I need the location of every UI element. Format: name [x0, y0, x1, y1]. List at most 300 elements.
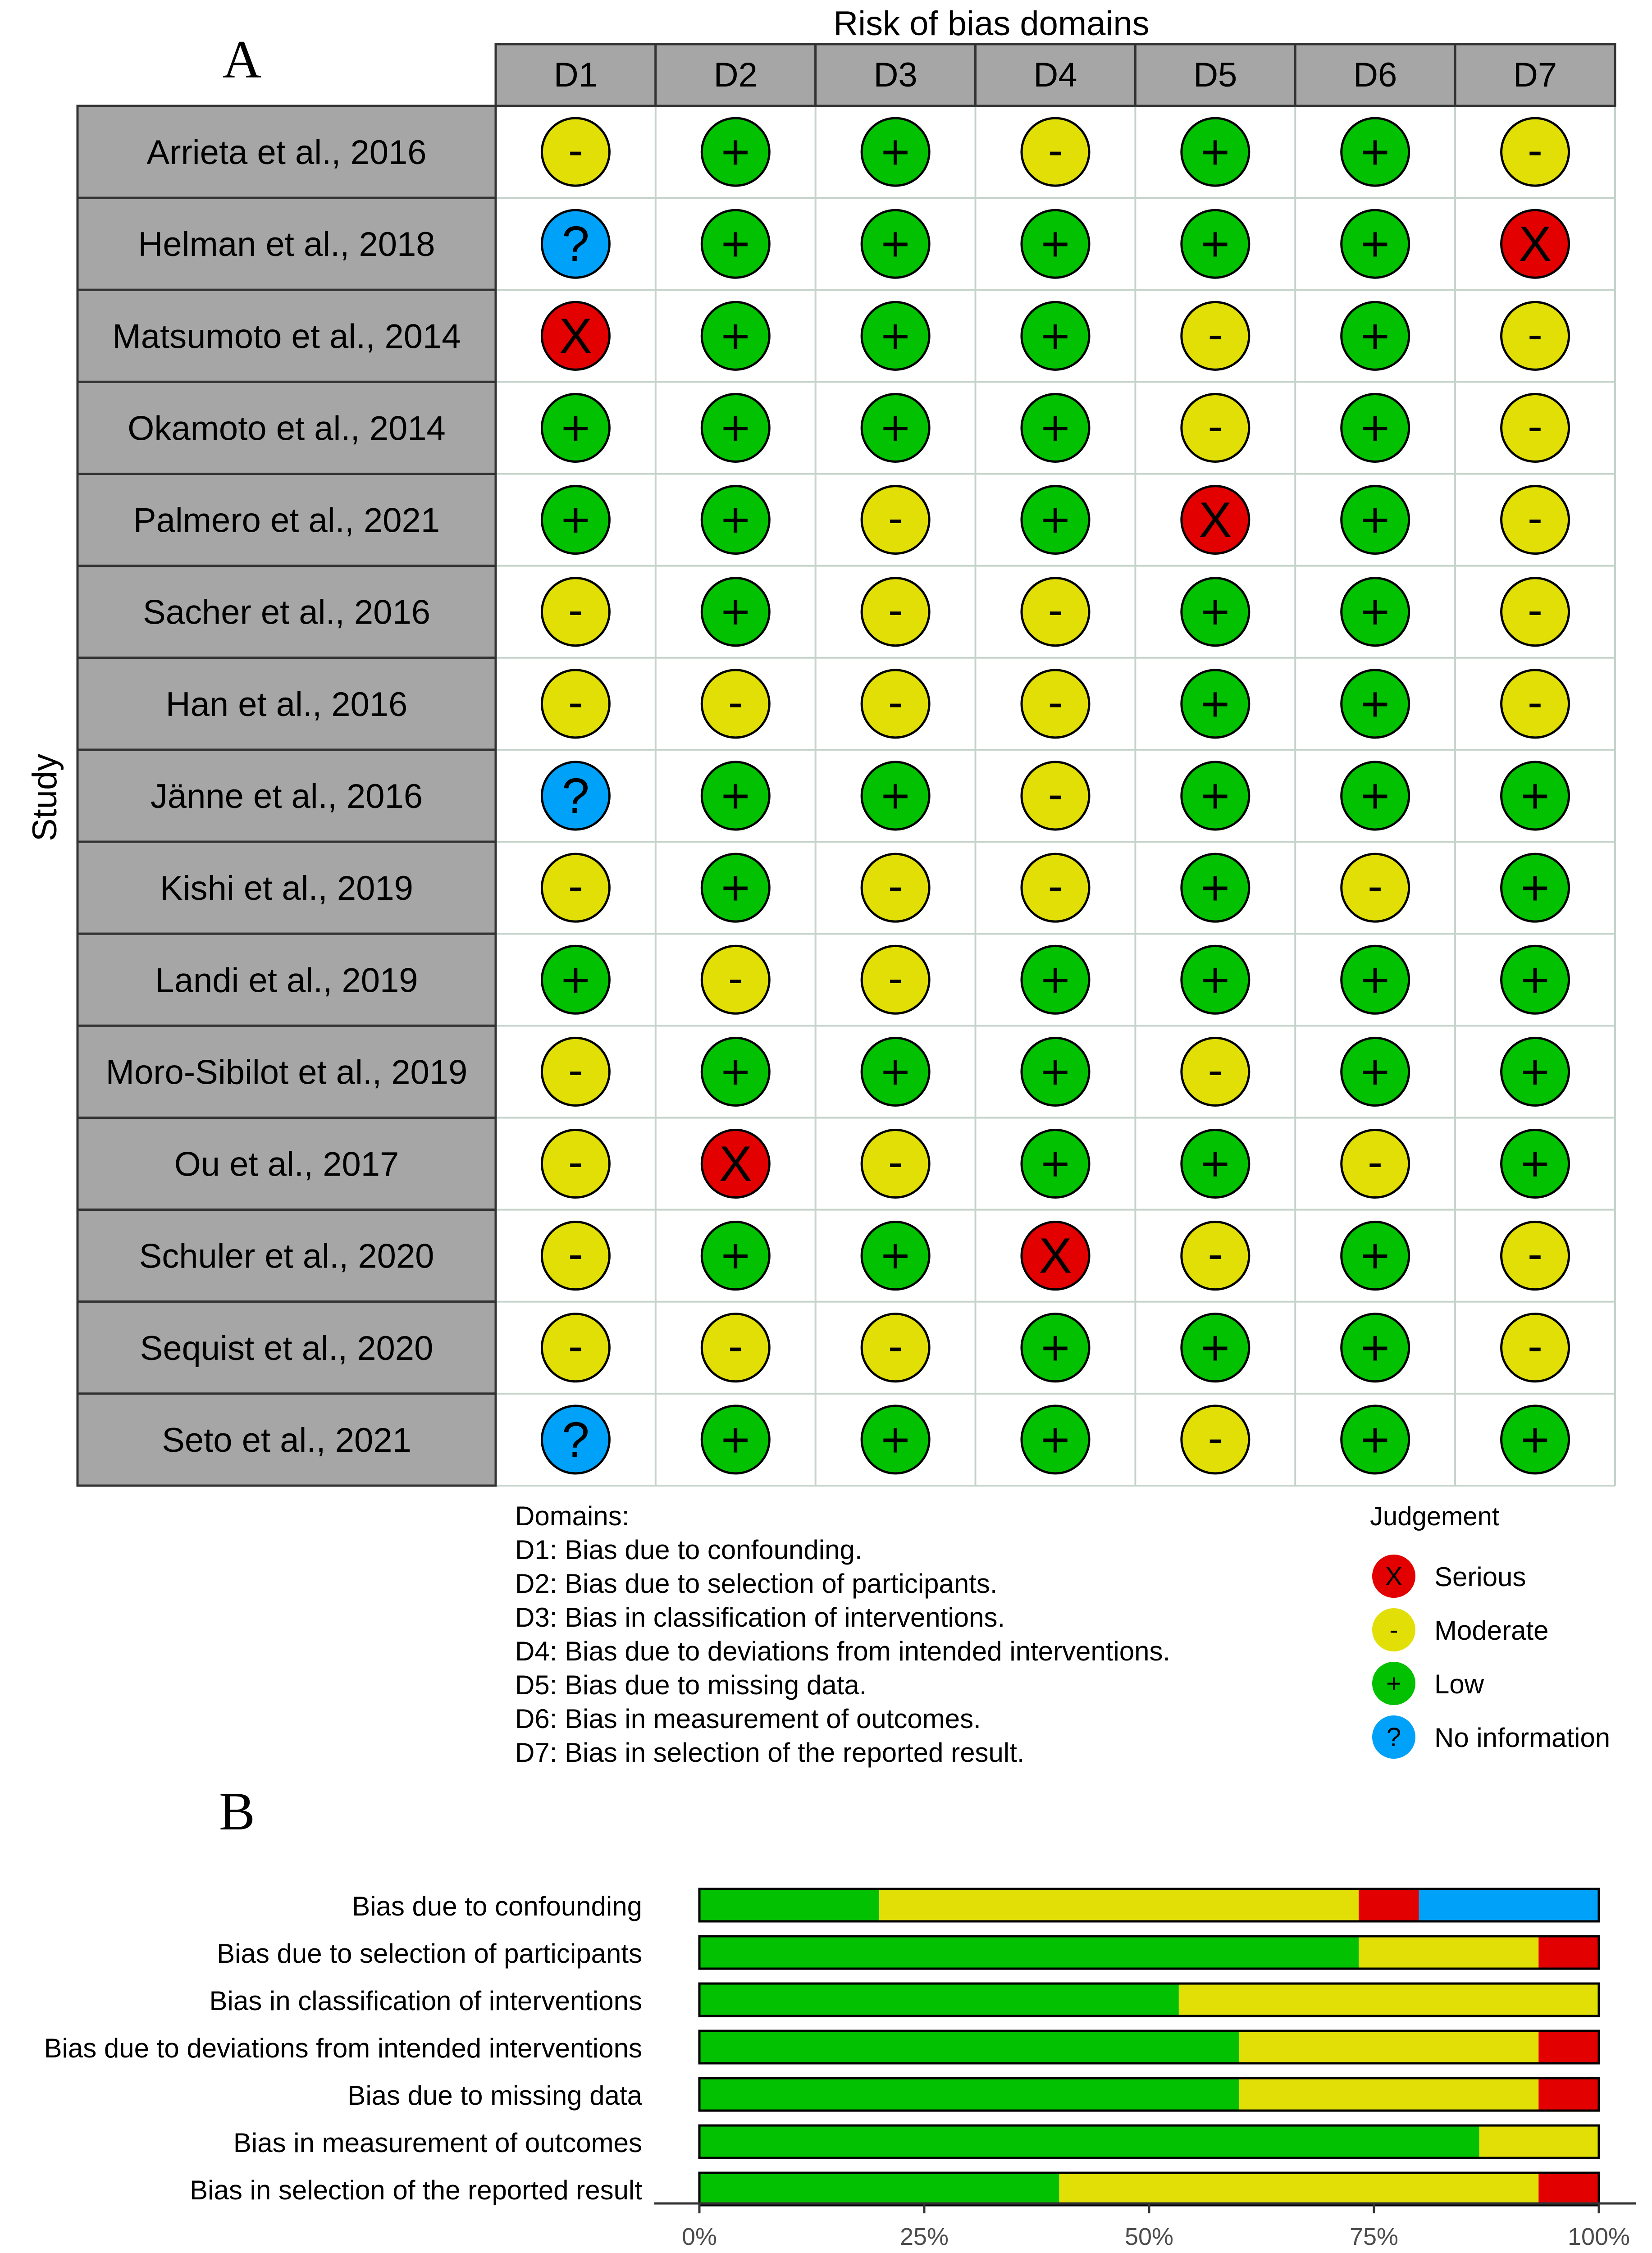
- judgement-moro-sibilot-et-al-2019-d5-moderate: [1182, 1038, 1249, 1105]
- judgement-schuler-et-al-2020-d1-moderate: [542, 1222, 609, 1290]
- judgement-symbol: -: [568, 1044, 584, 1095]
- x-tick-label: 0%: [681, 2223, 717, 2250]
- domain-header-d7: [1455, 44, 1615, 106]
- summary-row-label: Bias due to selection of participants: [217, 1938, 642, 1969]
- study-label-arrieta-et-al-2016: [78, 106, 496, 198]
- judgement-legend-symbol: -: [1389, 1615, 1398, 1645]
- judgement-moro-sibilot-et-al-2019-d3-low: [862, 1038, 929, 1105]
- judgement-symbol: +: [881, 400, 910, 456]
- judgement-seto-et-al-2021-d1-noinfo: [542, 1406, 609, 1473]
- study-labels: [78, 106, 496, 1486]
- judgement-symbol: +: [881, 1228, 910, 1284]
- judgement-symbol: +: [1200, 216, 1230, 272]
- judgement-symbol: +: [1200, 1136, 1230, 1192]
- study-label-moro-sibilot-et-al-2019: [78, 1026, 496, 1117]
- judgement-symbol: +: [721, 860, 750, 916]
- bar-segment-low-risk: [699, 2173, 1059, 2205]
- judgement-symbol: +: [1200, 1320, 1230, 1376]
- judgement-han-et-al-2016-d2-moderate: [702, 670, 769, 738]
- judgement-symbol: -: [1527, 1320, 1543, 1371]
- domain-description-3: D3: Bias in classification of interventions.: [515, 1602, 1005, 1633]
- bar-segment-serious-risk: [1538, 1936, 1599, 1969]
- judgement-symbol: -: [1527, 493, 1543, 543]
- judgement-symbol: +: [881, 1412, 910, 1468]
- judgement-legend-symbol: X: [1385, 1562, 1403, 1591]
- study-label-helman-et-al-2018: [78, 198, 496, 290]
- judgement-sacher-et-al-2016-d6-low: [1342, 578, 1409, 646]
- domains-heading: Domains:: [515, 1501, 630, 1531]
- judgement-j-nne-et-al-2016-d4-moderate: [1022, 762, 1089, 830]
- judgement-kishi-et-al-2019-d7-low: [1501, 854, 1569, 921]
- judgement-symbol: +: [1200, 860, 1230, 916]
- judgement-han-et-al-2016-d1-moderate: [542, 670, 609, 738]
- judgement-symbol: +: [721, 400, 750, 456]
- judgement-schuler-et-al-2020-d4-serious: [1022, 1222, 1089, 1290]
- domain-header-d5: [1135, 44, 1295, 106]
- judgement-matsumoto-et-al-2014-d1-serious: [542, 302, 609, 369]
- summary-row-bias-in-classification-of-interventions: [210, 1984, 1599, 2016]
- judgement-sacher-et-al-2016-d7-moderate: [1501, 578, 1569, 646]
- judgement-sacher-et-al-2016-d3-moderate: [862, 578, 929, 646]
- study-label-palmero-et-al-2021: [78, 474, 496, 566]
- judgement-ou-et-al-2017-d5-low: [1182, 1130, 1249, 1198]
- judgement-symbol: +: [721, 768, 750, 824]
- judgement-arrieta-et-al-2016-d7-moderate: [1501, 118, 1569, 186]
- domain-description-7: D7: Bias in selection of the reported result.: [515, 1738, 1025, 1768]
- judgement-symbol: -: [1527, 1228, 1543, 1279]
- judgement-symbol: X: [1199, 492, 1232, 548]
- judgement-symbol: ?: [561, 216, 590, 272]
- judgement-sequist-et-al-2020-d2-moderate: [702, 1314, 769, 1382]
- judgement-matsumoto-et-al-2014-d3-low: [862, 302, 929, 369]
- judgement-helman-et-al-2018-d5-low: [1182, 210, 1249, 278]
- judgement-symbol: +: [1360, 1044, 1390, 1100]
- judgement-symbol: +: [1040, 1320, 1070, 1376]
- summary-row-bias-due-to-confounding: [352, 1889, 1599, 1921]
- judgement-arrieta-et-al-2016-d2-low: [702, 118, 769, 186]
- judgement-symbol: -: [1048, 769, 1063, 819]
- study-label-text: Helman et al., 2018: [138, 225, 435, 264]
- judgement-symbol: -: [568, 125, 584, 176]
- judgement-symbol: -: [568, 584, 584, 635]
- judgement-palmero-et-al-2021-d5-serious: [1182, 486, 1249, 554]
- domain-header-label: D7: [1513, 56, 1557, 94]
- judgement-symbol: +: [721, 216, 750, 272]
- judgement-symbol: -: [1208, 1228, 1223, 1279]
- domain-header-label: D5: [1193, 56, 1237, 94]
- judgement-schuler-et-al-2020-d5-moderate: [1182, 1222, 1249, 1290]
- study-label-text: Jänne et al., 2016: [150, 777, 423, 816]
- judgement-symbol: +: [721, 1044, 750, 1100]
- judgement-symbol: -: [568, 861, 584, 912]
- judgement-symbol: +: [881, 1044, 910, 1100]
- judgement-symbol: -: [888, 953, 903, 1003]
- judgement-symbol: +: [1040, 952, 1070, 1008]
- judgement-symbol: +: [1520, 860, 1550, 916]
- domain-description-6: D6: Bias in measurement of outcomes.: [515, 1704, 981, 1734]
- bar-segment-moderate-risk: [1479, 2125, 1599, 2158]
- bar-segment-low-risk: [699, 2031, 1239, 2063]
- summary-row-bias-in-selection-of-the-reported-result: [190, 2173, 1599, 2205]
- judgement-symbol: +: [721, 492, 750, 548]
- judgement-legend-label: No information: [1434, 1723, 1611, 1753]
- judgement-seto-et-al-2021-d5-moderate: [1182, 1406, 1249, 1473]
- judgement-sacher-et-al-2016-d4-moderate: [1022, 578, 1089, 646]
- judgement-sequist-et-al-2020-d4-low: [1022, 1314, 1089, 1382]
- x-tick-label: 50%: [1124, 2223, 1174, 2250]
- judgement-symbol: +: [1360, 124, 1390, 180]
- judgement-helman-et-al-2018-d7-serious: [1501, 210, 1569, 278]
- summary-row-bias-due-to-selection-of-participants: [217, 1936, 1599, 1969]
- judgement-landi-et-al-2019-d3-moderate: [862, 946, 929, 1013]
- judgement-symbol: -: [568, 676, 584, 727]
- judgement-symbol: -: [888, 584, 903, 635]
- judgement-symbol: +: [1520, 768, 1550, 824]
- judgement-kishi-et-al-2019-d5-low: [1182, 854, 1249, 921]
- judgement-schuler-et-al-2020-d6-low: [1342, 1222, 1409, 1290]
- study-label-sequist-et-al-2020: [78, 1302, 496, 1394]
- judgement-j-nne-et-al-2016-d7-low: [1501, 762, 1569, 830]
- bar-segment-moderate-risk: [1179, 1984, 1599, 2016]
- judgement-symbol: X: [1518, 216, 1552, 272]
- judgement-symbol: +: [881, 124, 910, 180]
- judgement-symbol: +: [1200, 584, 1230, 640]
- bar-segment-serious-risk: [1538, 2078, 1599, 2111]
- judgement-symbol: -: [888, 493, 903, 543]
- judgement-palmero-et-al-2021-d7-moderate: [1501, 486, 1569, 554]
- study-label-text: Palmero et al., 2021: [133, 501, 440, 540]
- judgement-arrieta-et-al-2016-d6-low: [1342, 118, 1409, 186]
- panel-a-y-axis-label: Study: [26, 753, 64, 842]
- judgement-symbol: +: [1040, 1136, 1070, 1192]
- judgement-j-nne-et-al-2016-d5-low: [1182, 762, 1249, 830]
- judgement-moro-sibilot-et-al-2019-d2-low: [702, 1038, 769, 1105]
- judgement-landi-et-al-2019-d6-low: [1342, 946, 1409, 1013]
- summary-row-label: Bias in selection of the reported result: [190, 2175, 642, 2205]
- judgement-schuler-et-al-2020-d7-moderate: [1501, 1222, 1569, 1290]
- judgement-seto-et-al-2021-d2-low: [702, 1406, 769, 1473]
- judgement-symbol: +: [1200, 124, 1230, 180]
- judgement-landi-et-al-2019-d1-low: [542, 946, 609, 1013]
- judgement-ou-et-al-2017-d1-moderate: [542, 1130, 609, 1198]
- domain-header-d4: [976, 44, 1136, 106]
- judgement-okamoto-et-al-2014-d3-low: [862, 394, 929, 461]
- judgement-symbol: +: [1040, 1044, 1070, 1100]
- bar-segment-moderate-risk: [879, 1889, 1359, 1921]
- bar-segment-moderate-risk: [1059, 2173, 1538, 2205]
- x-tick-label: 75%: [1349, 2223, 1399, 2250]
- judgement-sacher-et-al-2016-d2-low: [702, 578, 769, 646]
- judgement-symbol: -: [1527, 125, 1543, 176]
- judgement-symbol: +: [721, 308, 750, 364]
- judgement-symbol: +: [881, 768, 910, 824]
- judgement-symbol: -: [1527, 676, 1543, 727]
- judgement-okamoto-et-al-2014-d4-low: [1022, 394, 1089, 461]
- judgement-sequist-et-al-2020-d1-moderate: [542, 1314, 609, 1382]
- judgement-sacher-et-al-2016-d5-low: [1182, 578, 1249, 646]
- judgement-symbol: -: [728, 1320, 743, 1371]
- judgement-symbol: +: [721, 584, 750, 640]
- judgement-arrieta-et-al-2016-d5-low: [1182, 118, 1249, 186]
- judgement-symbol: -: [568, 1320, 584, 1371]
- judgement-kishi-et-al-2019-d3-moderate: [862, 854, 929, 921]
- judgement-han-et-al-2016-d4-moderate: [1022, 670, 1089, 738]
- judgement-kishi-et-al-2019-d6-moderate: [1342, 854, 1409, 921]
- judgement-palmero-et-al-2021-d3-moderate: [862, 486, 929, 554]
- domain-description-5: D5: Bias due to missing data.: [515, 1670, 867, 1700]
- judgement-symbol: -: [1208, 1412, 1223, 1463]
- bar-segment-moderate-risk: [1239, 2031, 1539, 2063]
- judgement-symbol: -: [888, 1320, 903, 1371]
- judgement-ou-et-al-2017-d7-low: [1501, 1130, 1569, 1198]
- x-tick-label: 100%: [1567, 2223, 1630, 2250]
- judgement-symbol: +: [1040, 1412, 1070, 1468]
- study-label-text: Sacher et al., 2016: [143, 593, 430, 632]
- x-tick-label: 25%: [899, 2223, 949, 2250]
- judgement-landi-et-al-2019-d5-low: [1182, 946, 1249, 1013]
- judgement-symbol: +: [1360, 400, 1390, 456]
- summary-row-label: Bias in measurement of outcomes: [233, 2128, 642, 2158]
- summary-row-bias-in-measurement-of-outcomes: [233, 2125, 1599, 2158]
- judgement-symbol: X: [1039, 1228, 1072, 1284]
- judgement-symbol: +: [1360, 952, 1390, 1008]
- judgement-symbol: -: [888, 861, 903, 912]
- judgement-symbol: +: [1360, 308, 1390, 364]
- study-label-matsumoto-et-al-2014: [78, 290, 496, 382]
- judgement-symbol: -: [1208, 401, 1223, 452]
- judgement-symbol: +: [561, 492, 590, 548]
- judgement-helman-et-al-2018-d4-low: [1022, 210, 1089, 278]
- study-label-landi-et-al-2019: [78, 934, 496, 1026]
- judgement-seto-et-al-2021-d4-low: [1022, 1406, 1089, 1473]
- judgement-symbol: +: [561, 400, 590, 456]
- judgement-han-et-al-2016-d7-moderate: [1501, 670, 1569, 738]
- judgement-symbol: +: [1360, 768, 1390, 824]
- judgement-kishi-et-al-2019-d4-moderate: [1022, 854, 1089, 921]
- judgement-schuler-et-al-2020-d3-low: [862, 1222, 929, 1290]
- judgement-j-nne-et-al-2016-d2-low: [702, 762, 769, 830]
- judgement-legend-label: Serious: [1434, 1562, 1526, 1592]
- judgement-okamoto-et-al-2014-d7-moderate: [1501, 394, 1569, 461]
- judgement-han-et-al-2016-d6-low: [1342, 670, 1409, 738]
- judgement-matsumoto-et-al-2014-d4-low: [1022, 302, 1089, 369]
- judgement-matsumoto-et-al-2014-d6-low: [1342, 302, 1409, 369]
- domain-header-label: D3: [873, 56, 917, 94]
- judgement-palmero-et-al-2021-d4-low: [1022, 486, 1089, 554]
- bar-segment-serious-risk: [1538, 2031, 1599, 2063]
- judgement-legend-label: Moderate: [1434, 1615, 1549, 1646]
- judgement-landi-et-al-2019-d7-low: [1501, 946, 1569, 1013]
- study-label-text: Sequist et al., 2020: [140, 1329, 434, 1368]
- panel-a-letter: A: [222, 29, 262, 89]
- bar-segment-low-risk: [699, 1984, 1179, 2016]
- judgement-palmero-et-al-2021-d2-low: [702, 486, 769, 554]
- domain-header-d2: [656, 44, 816, 106]
- judgement-symbol: +: [721, 1228, 750, 1284]
- judgement-kishi-et-al-2019-d2-low: [702, 854, 769, 921]
- judgement-symbol: +: [1200, 768, 1230, 824]
- judgement-kishi-et-al-2019-d1-moderate: [542, 854, 609, 921]
- judgement-moro-sibilot-et-al-2019-d7-low: [1501, 1038, 1569, 1105]
- study-label-text: Landi et al., 2019: [155, 961, 418, 1000]
- judgement-symbol: +: [1040, 216, 1070, 272]
- judgement-landi-et-al-2019-d2-moderate: [702, 946, 769, 1013]
- judgement-helman-et-al-2018-d2-low: [702, 210, 769, 278]
- judgement-matsumoto-et-al-2014-d2-low: [702, 302, 769, 369]
- judgement-symbol: -: [1048, 861, 1063, 912]
- judgement-helman-et-al-2018-d6-low: [1342, 210, 1409, 278]
- judgement-j-nne-et-al-2016-d1-noinfo: [542, 762, 609, 830]
- judgement-symbol: +: [721, 124, 750, 180]
- judgement-symbol: -: [1048, 125, 1063, 176]
- judgement-symbol: +: [1520, 1044, 1550, 1100]
- judgement-symbol: +: [561, 952, 590, 1008]
- study-label-schuler-et-al-2020: [78, 1210, 496, 1302]
- judgement-symbol: +: [1520, 1412, 1550, 1468]
- judgement-symbol: +: [1040, 492, 1070, 548]
- judgement-symbol: -: [1208, 1044, 1223, 1095]
- judgement-symbol: +: [1360, 676, 1390, 732]
- study-label-seto-et-al-2021: [78, 1394, 496, 1486]
- judgement-han-et-al-2016-d3-moderate: [862, 670, 929, 738]
- domain-description-1: D1: Bias due to confounding.: [515, 1535, 863, 1565]
- summary-row-label: Bias due to confounding: [352, 1891, 642, 1921]
- judgement-symbol: -: [888, 1136, 903, 1187]
- domain-header-d1: [496, 44, 656, 106]
- judgement-symbol: -: [1527, 401, 1543, 452]
- judgement-seto-et-al-2021-d3-low: [862, 1406, 929, 1473]
- domain-header-d6: [1295, 44, 1455, 106]
- judgement-symbol: X: [559, 308, 593, 364]
- judgement-palmero-et-al-2021-d6-low: [1342, 486, 1409, 554]
- judgement-symbol: -: [568, 1228, 584, 1279]
- judgement-okamoto-et-al-2014-d1-low: [542, 394, 609, 461]
- summary-row-bias-due-to-missing-data: [347, 2078, 1599, 2111]
- judgement-matsumoto-et-al-2014-d5-moderate: [1182, 302, 1249, 369]
- domain-headers: [496, 44, 1615, 106]
- judgement-legend-label: Low: [1434, 1669, 1484, 1699]
- judgement-arrieta-et-al-2016-d4-moderate: [1022, 118, 1089, 186]
- panel-b-letter: B: [219, 1781, 256, 1841]
- study-label-ou-et-al-2017: [78, 1117, 496, 1209]
- judgement-ou-et-al-2017-d6-moderate: [1342, 1130, 1409, 1198]
- judgement-symbol: ?: [561, 1412, 590, 1468]
- judgement-arrieta-et-al-2016-d1-moderate: [542, 118, 609, 186]
- study-label-text: Ou et al., 2017: [174, 1145, 399, 1184]
- domain-header-label: D6: [1353, 56, 1397, 94]
- judgement-moro-sibilot-et-al-2019-d4-low: [1022, 1038, 1089, 1105]
- judgement-symbol: +: [1360, 216, 1390, 272]
- judgement-sequist-et-al-2020-d7-moderate: [1501, 1314, 1569, 1382]
- judgement-symbol: -: [728, 953, 743, 1003]
- judgement-okamoto-et-al-2014-d5-moderate: [1182, 394, 1249, 461]
- judgement-matsumoto-et-al-2014-d7-moderate: [1501, 302, 1569, 369]
- judgement-symbol: +: [881, 308, 910, 364]
- bar-segment-no-information: [1419, 1889, 1599, 1921]
- bar-segment-serious-risk: [1359, 1889, 1419, 1921]
- domain-description-4: D4: Bias due to deviations from intended interventions.: [515, 1636, 1171, 1666]
- judgement-symbol: +: [1360, 1320, 1390, 1376]
- judgement-symbol: -: [1048, 676, 1063, 727]
- judgement-schuler-et-al-2020-d2-low: [702, 1222, 769, 1290]
- judgement-symbol: +: [721, 1412, 750, 1468]
- judgement-landi-et-al-2019-d4-low: [1022, 946, 1089, 1013]
- domain-description-2: D2: Bias due to selection of participants.: [515, 1569, 998, 1599]
- judgement-symbol: ?: [561, 768, 590, 824]
- study-label-han-et-al-2016: [78, 658, 496, 750]
- judgement-symbol: -: [1527, 309, 1543, 360]
- judgement-seto-et-al-2021-d6-low: [1342, 1406, 1409, 1473]
- study-label-text: Arrieta et al., 2016: [146, 133, 427, 172]
- judgement-symbol: -: [1048, 584, 1063, 635]
- judgement-symbol: +: [881, 216, 910, 272]
- judgement-ou-et-al-2017-d4-low: [1022, 1130, 1089, 1198]
- bar-segment-low-risk: [699, 2125, 1479, 2158]
- judgement-symbol: +: [1200, 676, 1230, 732]
- judgement-j-nne-et-al-2016-d3-low: [862, 762, 929, 830]
- judgement-symbol: +: [1520, 1136, 1550, 1192]
- domain-header-d3: [816, 44, 976, 106]
- judgement-symbol: -: [1368, 861, 1383, 912]
- domain-header-label: D4: [1033, 56, 1077, 94]
- judgement-arrieta-et-al-2016-d3-low: [862, 118, 929, 186]
- judgement-seto-et-al-2021-d7-low: [1501, 1406, 1569, 1473]
- summary-row-label: Bias due to deviations from intended interventions: [44, 2033, 642, 2063]
- judgement-ou-et-al-2017-d3-moderate: [862, 1130, 929, 1198]
- judgement-sacher-et-al-2016-d1-moderate: [542, 578, 609, 646]
- judgement-symbol: +: [1360, 584, 1390, 640]
- bar-segment-moderate-risk: [1359, 1936, 1538, 1969]
- judgement-helman-et-al-2018-d3-low: [862, 210, 929, 278]
- judgement-j-nne-et-al-2016-d6-low: [1342, 762, 1409, 830]
- panel-a-title: Risk of bias domains: [833, 5, 1150, 43]
- judgement-sequist-et-al-2020-d3-moderate: [862, 1314, 929, 1382]
- judgement-symbol: +: [1520, 952, 1550, 1008]
- bar-segment-low-risk: [699, 1936, 1359, 1969]
- judgement-symbol: +: [1360, 492, 1390, 548]
- bar-segment-low-risk: [699, 2078, 1239, 2111]
- judgement-symbol: X: [719, 1136, 752, 1192]
- bar-segment-serious-risk: [1538, 2173, 1599, 2205]
- study-label-j-nne-et-al-2016: [78, 750, 496, 842]
- judgement-symbol: +: [1040, 400, 1070, 456]
- study-label-text: Okamoto et al., 2014: [128, 409, 446, 448]
- study-label-okamoto-et-al-2014: [78, 382, 496, 474]
- judgement-moro-sibilot-et-al-2019-d6-low: [1342, 1038, 1409, 1105]
- study-label-text: Moro-Sibilot et al., 2019: [105, 1053, 468, 1092]
- study-label-text: Han et al., 2016: [165, 685, 408, 724]
- judgement-okamoto-et-al-2014-d6-low: [1342, 394, 1409, 461]
- summary-row-bias-due-to-deviations-from-intended-interventions: [44, 2031, 1599, 2063]
- judgement-symbol: -: [1527, 584, 1543, 635]
- study-label-text: Seto et al., 2021: [162, 1421, 411, 1459]
- summary-row-label: Bias due to missing data: [347, 2080, 642, 2111]
- judgement-ou-et-al-2017-d2-serious: [702, 1130, 769, 1198]
- judgement-legend-symbol: +: [1386, 1669, 1401, 1698]
- study-label-text: Matsumoto et al., 2014: [112, 317, 461, 356]
- judgement-okamoto-et-al-2014-d2-low: [702, 394, 769, 461]
- domain-header-label: D1: [553, 56, 598, 94]
- judgement-heading: Judgement: [1370, 1502, 1499, 1531]
- judgement-symbol: -: [888, 676, 903, 727]
- judgement-helman-et-al-2018-d1-noinfo: [542, 210, 609, 278]
- judgement-symbol: -: [568, 1136, 584, 1187]
- bar-segment-low-risk: [699, 1889, 879, 1921]
- study-label-sacher-et-al-2016: [78, 566, 496, 658]
- judgement-symbol: -: [1208, 309, 1223, 360]
- judgement-symbol: +: [1360, 1228, 1390, 1284]
- judgement-moro-sibilot-et-al-2019-d1-moderate: [542, 1038, 609, 1105]
